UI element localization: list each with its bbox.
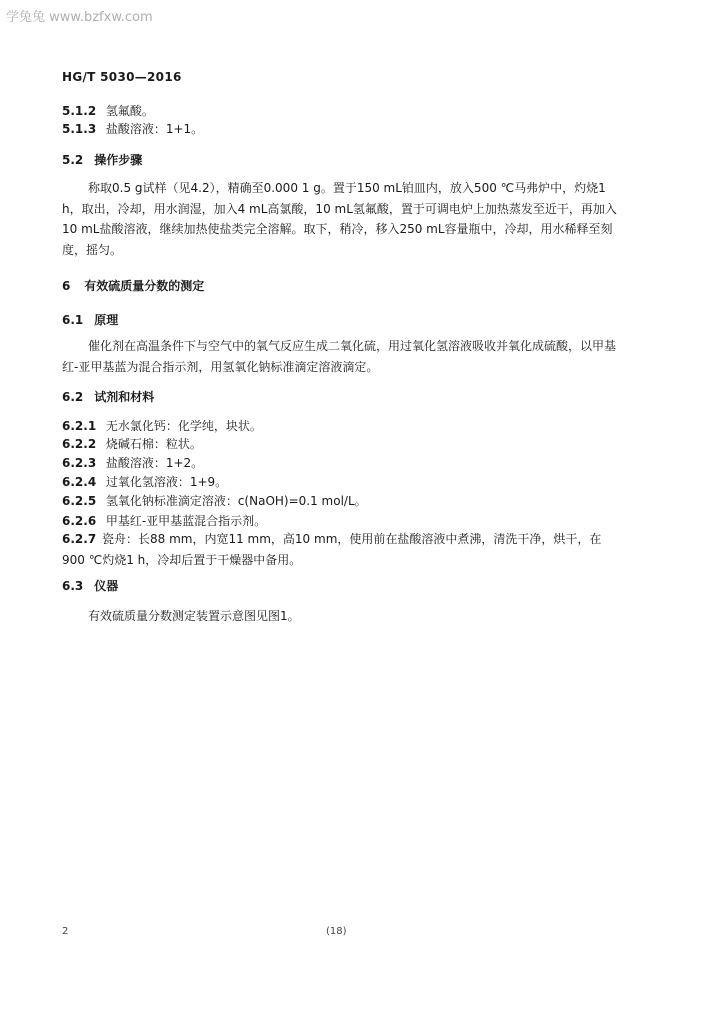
item-number: 6.2.5	[62, 494, 97, 508]
item-text: 瓷舟：长88 mm，内宽11 mm，高10 mm，使用前在盐酸溶液中煮沸，清洗干净，烘干，在900 ℃灼烧1 h，冷却后置于干燥器中备用。	[62, 532, 602, 567]
item-5-1-2	[62, 103, 154, 119]
paragraph-text: 称取0.5 g试样（见4.2），精确至0.000 1 g。置于150 mL铂皿内，放入500 ℃马弗炉中，灼烧1 h，取出，冷却，用水润湿，加入4 mL高氯酸，10 mL氢氟酸，置于可调电炉上加热蒸发至近干，再加入10 mL盐酸溶液，继续加热使盐类完全溶解。取下，稍冷，移入250 mL容量瓶中，冷却，用水稀释至刻度，摇匀。	[62, 181, 617, 257]
page-number: 2	[62, 926, 69, 937]
item-text: 过氧化氢溶液：1+9。	[105, 475, 228, 489]
section-6-3-heading	[62, 578, 118, 594]
section-number: 6.1	[62, 313, 84, 327]
section-number: 6.3	[62, 579, 84, 593]
section-title: 操作步骤	[94, 153, 143, 167]
item-5-1-3	[62, 121, 203, 137]
item-6-2-1	[62, 418, 262, 434]
item-number: 6.2.3	[62, 456, 97, 470]
standard-code: HG/T 5030—2016	[62, 70, 182, 84]
item-6-2-6	[62, 513, 266, 529]
watermark: 学兔兔 www.bzfxw.com	[6, 10, 153, 25]
item-text: 盐酸溶液：1+2。	[105, 456, 204, 470]
section-title: 试剂和材料	[94, 390, 155, 404]
section-6-1-paragraph	[62, 336, 624, 377]
item-number: 6.2.1	[62, 419, 97, 433]
item-number: 5.1.3	[62, 122, 97, 136]
paragraph-text: 催化剂在高温条件下与空气中的氧气反应生成二氧化硫，用过氧化氢溶液吸收并氧化成硫酸，以甲基红-亚甲基蓝为混合指示剂，用氢氧化钠标准滴定溶液滴定。	[62, 339, 617, 374]
section-number: 6	[62, 279, 71, 293]
item-text: 烧碱石棉：粒状。	[105, 437, 202, 451]
item-number: 6.2.4	[62, 475, 97, 489]
item-text: 无水氯化钙：化学纯，块状。	[105, 419, 262, 433]
section-5-2-paragraph	[62, 178, 624, 260]
item-number: 5.1.2	[62, 104, 97, 118]
section-6-3-paragraph	[62, 606, 624, 627]
section-number: 5.2	[62, 153, 84, 167]
section-title: 有效硫质量分数的测定	[84, 279, 205, 293]
section-6-1-heading	[62, 312, 118, 328]
item-6-2-2	[62, 436, 202, 452]
item-text: 甲基红-亚甲基蓝混合指示剂。	[105, 514, 267, 528]
section-6-2-heading	[62, 389, 154, 405]
section-title: 仪器	[94, 579, 119, 593]
item-text: 盐酸溶液：1+1。	[105, 122, 204, 136]
paragraph-text: 有效硫质量分数测定装置示意图见图1。	[88, 609, 300, 623]
section-title: 原理	[94, 313, 119, 327]
item-6-2-5	[62, 493, 367, 509]
item-text: 氢氟酸。	[105, 104, 154, 118]
item-6-2-3	[62, 455, 203, 471]
item-number: 6.2.2	[62, 437, 97, 451]
section-5-2-heading	[62, 152, 142, 168]
footer-center-mark: (18)	[326, 926, 347, 937]
item-number: 6.2.7	[62, 532, 97, 546]
item-text: 氢氧化钠标准滴定溶液：c(NaOH)=0.1 mol/L。	[105, 494, 367, 508]
item-6-2-7	[62, 529, 624, 570]
section-number: 6.2	[62, 390, 84, 404]
section-6-heading	[62, 278, 204, 294]
item-6-2-4	[62, 474, 227, 490]
item-number: 6.2.6	[62, 514, 97, 528]
